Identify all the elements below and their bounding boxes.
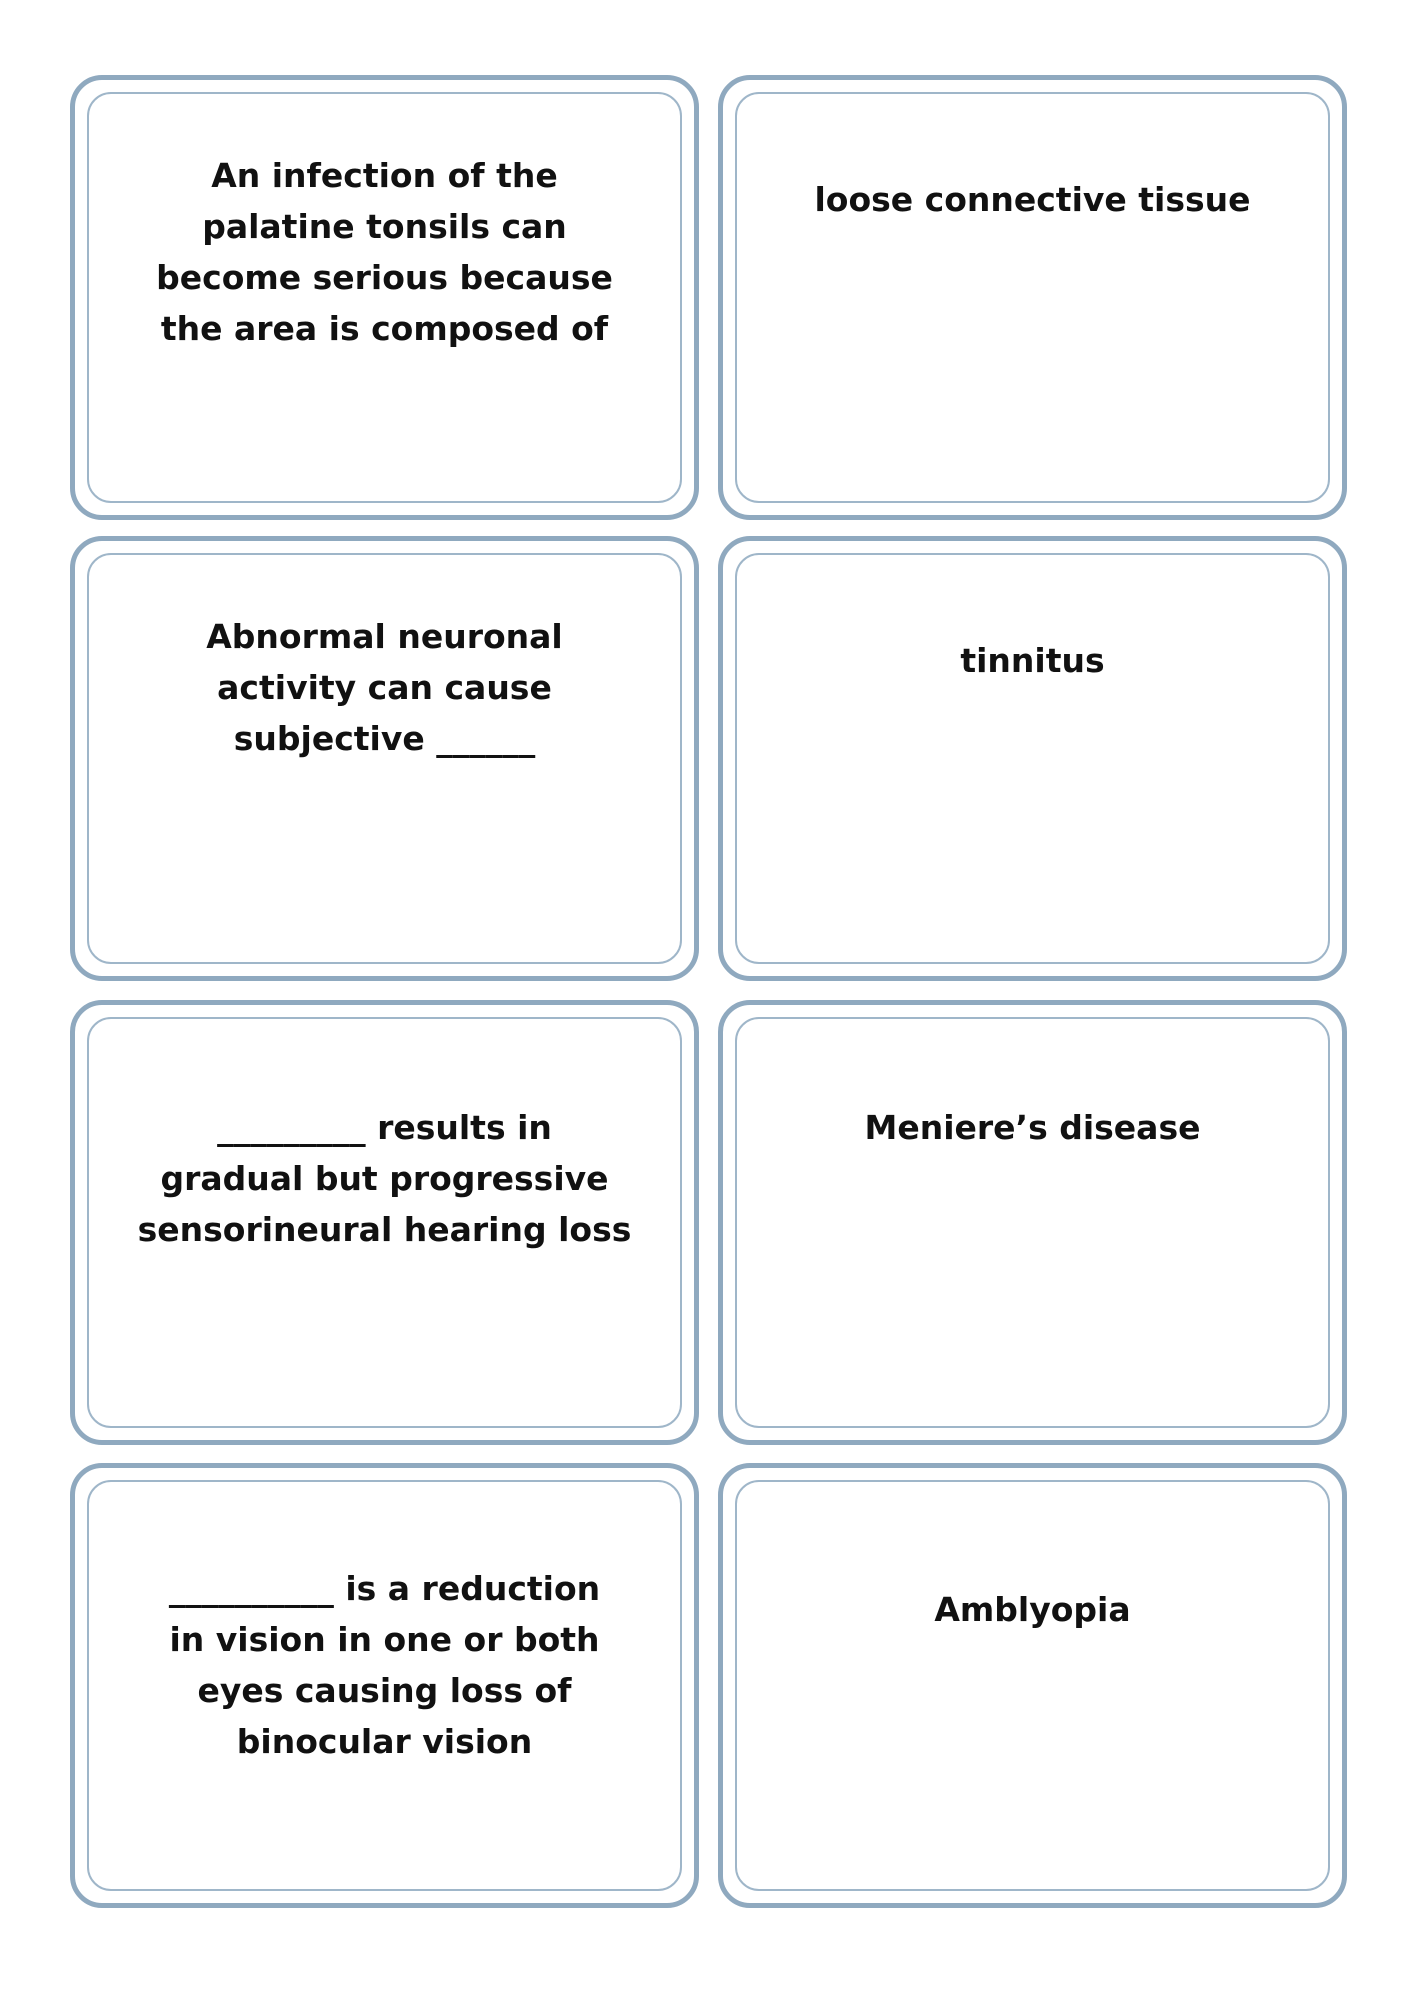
card-inner-border xyxy=(735,1480,1330,1891)
flashcard-question-2 xyxy=(70,536,699,981)
card-inner-border xyxy=(735,1017,1330,1428)
flashcard-answer-4 xyxy=(718,1463,1347,1908)
card-text: tinnitus xyxy=(960,641,1105,680)
card-text: loose connective tissue xyxy=(814,180,1251,219)
flashcard-question-3 xyxy=(70,1000,699,1445)
card-text: An infection of the palatine tonsils can become serious because the area is composed of xyxy=(156,156,613,348)
card-text: Meniere’s disease xyxy=(864,1108,1201,1147)
flashcard-answer-3 xyxy=(718,1000,1347,1445)
flashcard-answer-2 xyxy=(718,536,1347,981)
card-text: Abnormal neuronal activity can cause subjective ______ xyxy=(206,617,563,758)
card-text: Amblyopia xyxy=(934,1590,1131,1629)
flashcard-question-1 xyxy=(70,75,699,520)
card-text: _________ results in gradual but progressive sensorineural hearing loss xyxy=(137,1108,632,1249)
card-inner-border xyxy=(735,553,1330,964)
flashcard-answer-1 xyxy=(718,75,1347,520)
card-inner-border xyxy=(735,92,1330,503)
card-text: __________ is a reduction in vision in one or both eyes causing loss of binocular vision xyxy=(168,1569,601,1761)
flashcard-question-4 xyxy=(70,1463,699,1908)
